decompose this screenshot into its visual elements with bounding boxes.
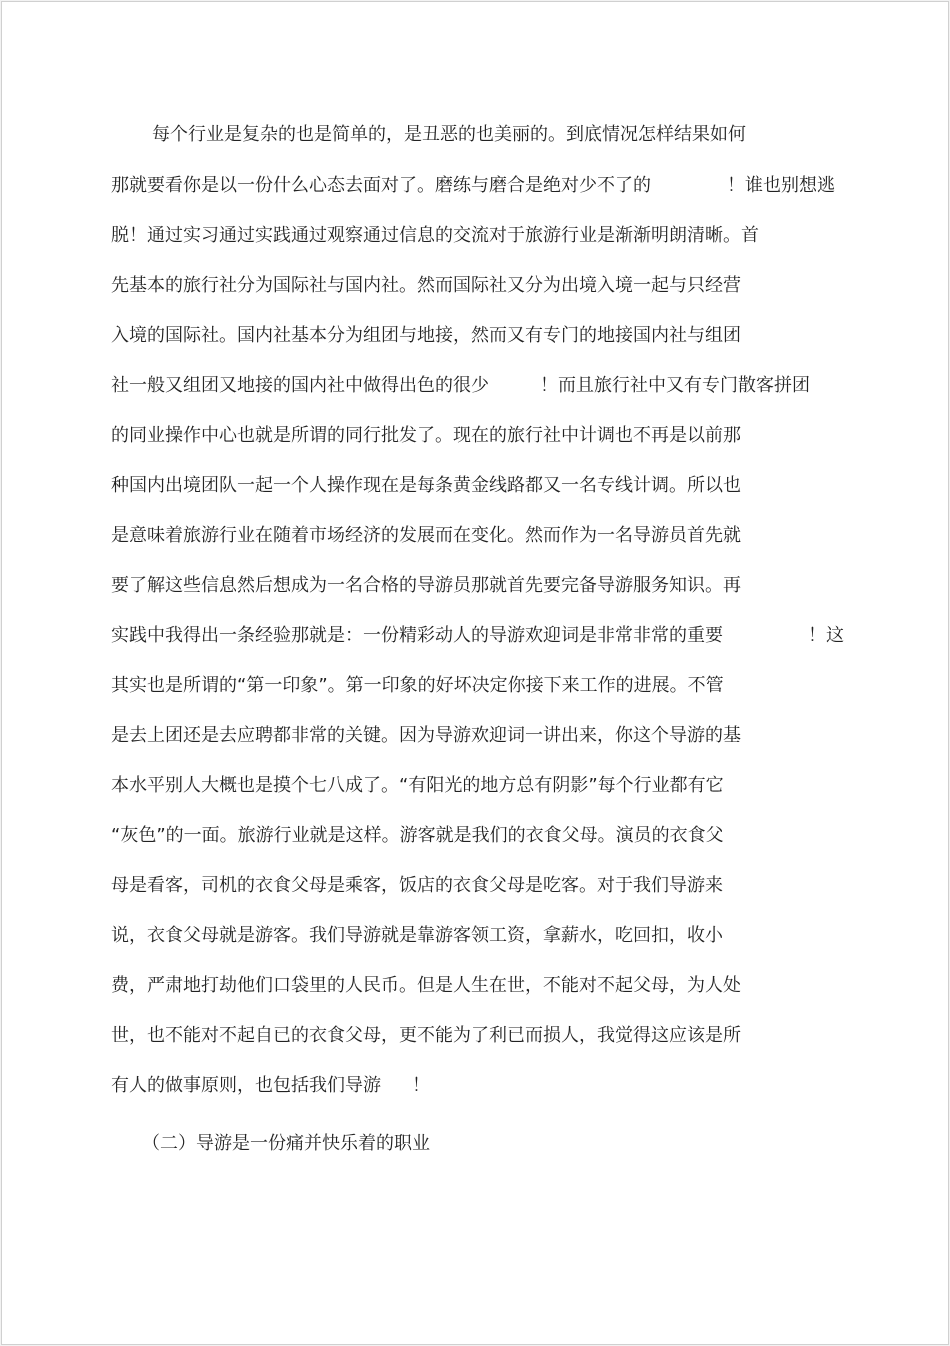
- paragraph-line: 的同业操作中心也就是所谓的同行批发了。现在的旅行社中计调也不再是以前那: [111, 425, 741, 446]
- paragraph-line: 先基本的旅行社分为国际社与国内社。然而国际社又分为出境入境一起与只经营: [111, 275, 741, 296]
- paragraph-line: 社一般又组团又地接的国内社中做得出色的很少: [111, 375, 489, 396]
- paragraph-line: 本水平别人大概也是摸个七八成了。“有阳光的地方总有阴影”每个行业都有它: [111, 775, 724, 796]
- document-page: [1, 1, 949, 1345]
- paragraph-line: ！: [412, 1075, 430, 1096]
- paragraph-line: ！谁也别想逃: [727, 175, 835, 196]
- paragraph-line: ！这: [808, 625, 844, 646]
- paragraph-line: 种国内出境团队一起一个人操作现在是每条黄金线路都又一名专线计调。所以也: [111, 475, 741, 496]
- paragraph-line: 入境的国际社。国内社基本分为组团与地接，然而又有专门的地接国内社与组团: [111, 325, 741, 346]
- paragraph-line: 那就要看你是以一份什么心态去面对了。磨练与磨合是绝对少不了的: [111, 175, 651, 196]
- paragraph-line: 是意味着旅游行业在随着市场经济的发展而在变化。然而作为一名导游员首先就: [111, 525, 741, 546]
- paragraph-line: 有人的做事原则，也包括我们导游: [111, 1075, 381, 1096]
- paragraph-line: 其实也是所谓的“第一印象”。第一印象的好坏决定你接下来工作的进展。不管: [111, 675, 724, 696]
- section-heading: （二）导游是一份痛并快乐着的职业: [142, 1133, 430, 1154]
- paragraph-line: 要了解这些信息然后想成为一名合格的导游员那就首先要完备导游服务知识。再: [111, 575, 741, 596]
- paragraph-line: 每个行业是复杂的也是简单的，是丑恶的也美丽的。到底情况怎样结果如何: [152, 124, 746, 145]
- paragraph-line: 实践中我得出一条经验那就是：一份精彩动人的导游欢迎词是非常非常的重要: [111, 625, 723, 646]
- paragraph-line: ！而且旅行社中又有专门散客拼团: [540, 375, 810, 396]
- paragraph-line: “灰色”的一面。旅游行业就是这样。游客就是我们的衣食父母。演员的衣食父: [111, 825, 724, 846]
- paragraph-line: 母是看客，司机的衣食父母是乘客，饭店的衣食父母是吃客。对于我们导游来: [111, 875, 723, 896]
- paragraph-line: 是去上团还是去应聘都非常的关键。因为导游欢迎词一讲出来，你这个导游的基: [111, 725, 741, 746]
- paragraph-line: 费，严肃地打劫他们口袋里的人民币。但是人生在世，不能对不起父母，为人处: [111, 975, 741, 996]
- paragraph-line: 脱！通过实习通过实践通过观察通过信息的交流对于旅游行业是渐渐明朗清晰。首: [111, 225, 759, 246]
- paragraph-line: 说，衣食父母就是游客。我们导游就是靠游客领工资，拿薪水，吃回扣，收小: [111, 925, 723, 946]
- paragraph-line: 世，也不能对不起自已的衣食父母，更不能为了利已而损人，我觉得这应该是所: [111, 1025, 741, 1046]
